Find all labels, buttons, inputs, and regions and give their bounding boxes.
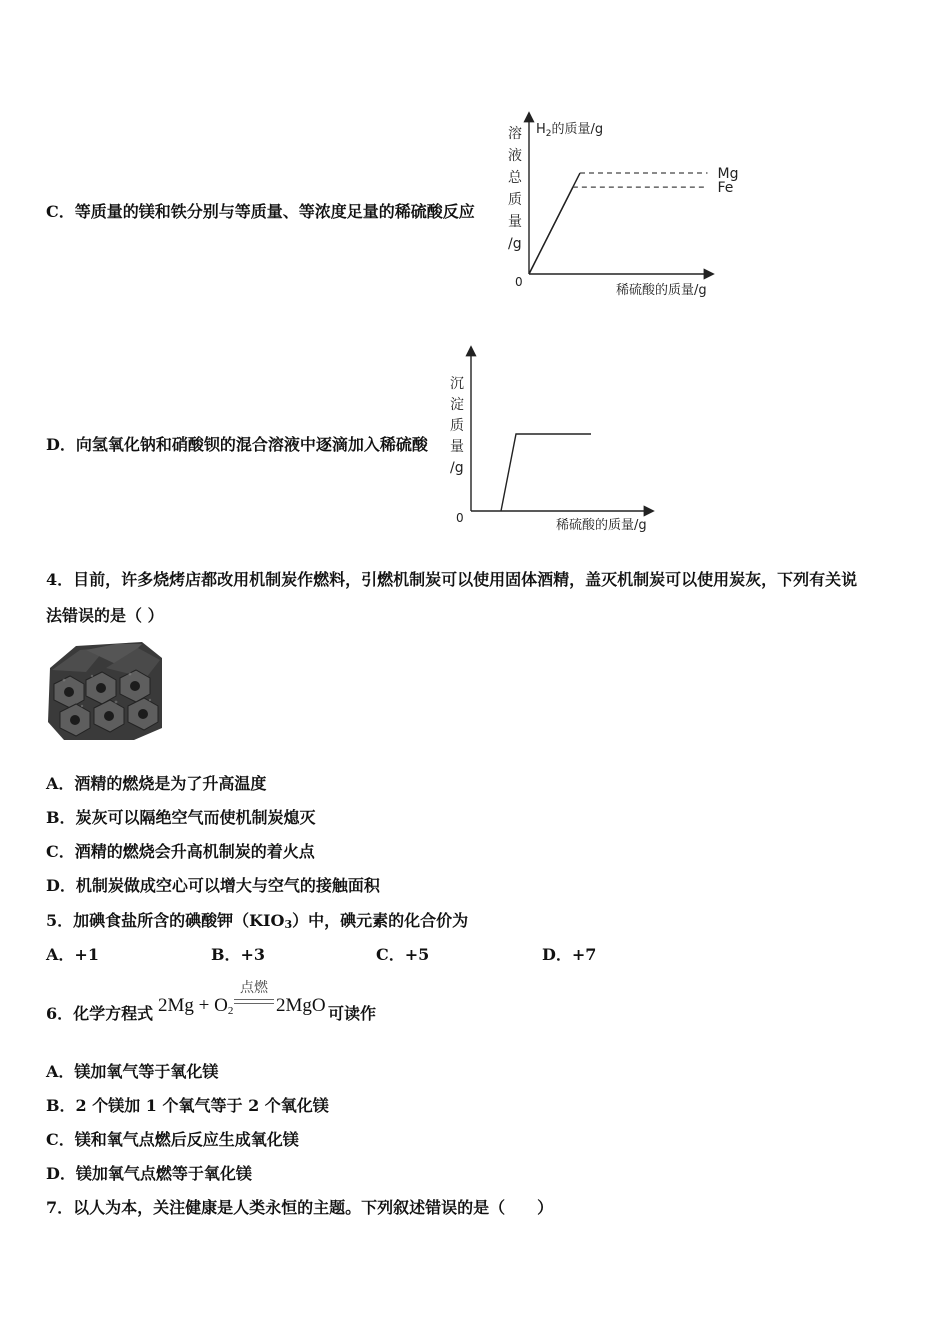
q5-option-a: A．+1 [46, 945, 99, 964]
y-side-label-char: 溶 [508, 126, 522, 142]
series-rise-line [529, 187, 573, 274]
chart1-series [529, 166, 738, 274]
q6-eq-condition-arrow [234, 980, 274, 1004]
q3-option-d: D．向氢氧化钠和硝酸钡的混合溶液中逐滴加入稀硫酸 [46, 435, 428, 454]
y-side-label-char: 量 [508, 214, 522, 230]
q6-stem-post: 可读作 [328, 1004, 377, 1023]
q4-option-a: A．酒精的燃烧是为了升高温度 [46, 774, 267, 793]
chart2-x-label: 稀硫酸的质量/g [556, 518, 647, 533]
y-side-label-char: /g [450, 460, 464, 476]
charcoal-briquettes-image [46, 636, 164, 744]
chart-h2-mass [500, 108, 740, 304]
chart1-x-label: 稀硫酸的质量/g [616, 283, 707, 298]
q5-stem: 5．加碘食盐所含的碘酸钾（KIO3）中，碘元素的化合价为 [46, 911, 469, 931]
q4-option-d: D．机制炭做成空心可以增大与空气的接触面积 [46, 876, 380, 895]
series-label: Fe [717, 180, 734, 197]
q3-option-c: C．等质量的镁和铁分别与等质量、等浓度足量的稀硫酸反应 [46, 202, 475, 221]
q6-option-a: A．镁加氧气等于氧化镁 [46, 1062, 219, 1081]
y-side-label-char: 淀 [450, 397, 464, 413]
q6-eq-left: $2Mg + O_2$ [158, 995, 234, 1017]
q6-option-b: B．2 个镁加 1 个氧气等于 2 个氧化镁 [46, 1096, 329, 1115]
q4-stem-line1: 4．目前，许多烧烤店都改用机制炭作燃料，引燃机制炭可以使用固体酒精，盖灭机制炭可以使用炭灰，下列有关说 [46, 570, 858, 589]
q6-eq-condition: 点燃 [240, 980, 268, 996]
chart1-origin: 0 [515, 275, 523, 289]
q6-eq-right: 2MgO [276, 995, 326, 1016]
q4-option-c: C．酒精的燃烧会升高机制炭的着火点 [46, 842, 315, 861]
chart-precipitate-mass [440, 340, 670, 538]
y-side-label-char: 沉 [450, 376, 464, 392]
y-side-label-char: 质 [450, 418, 464, 434]
chart2-series [501, 434, 591, 511]
q5-option-b: B．+3 [211, 945, 266, 964]
q4-option-b: B．炭灰可以隔绝空气而使机制炭熄灭 [46, 808, 316, 827]
precipitate-series-line [501, 434, 591, 511]
chart1-y-side-label [508, 125, 523, 252]
q7-stem: 7．以人为本，关注健康是人类永恒的主题。下列叙述错误的是（ ） [46, 1198, 554, 1217]
q6-stem-pre: 6．化学方程式 [46, 1004, 154, 1023]
q6-option-c: C．镁和氧气点燃后反应生成氧化镁 [46, 1130, 299, 1149]
q4-stem-line2: 法错误的是（ ） [46, 606, 164, 625]
y-side-label-char: 总 [508, 170, 522, 186]
y-side-label-char: /g [508, 236, 522, 252]
chart2-y-side-label [450, 376, 464, 476]
q5-option-c: C．+5 [376, 945, 430, 964]
chart1-top-label: $H_2$的质量/g [536, 122, 604, 139]
y-side-label-char: 质 [508, 192, 522, 208]
y-side-label-char: 液 [508, 148, 522, 164]
chart2-origin: 0 [456, 511, 464, 525]
q6-option-d: D．镁加氧气点燃等于氧化镁 [46, 1164, 252, 1183]
series-label: Mg [717, 166, 739, 182]
q6-eq-double-line [234, 999, 274, 1004]
y-side-label-char: 量 [450, 439, 464, 455]
q5-option-d: D．+7 [542, 945, 597, 964]
